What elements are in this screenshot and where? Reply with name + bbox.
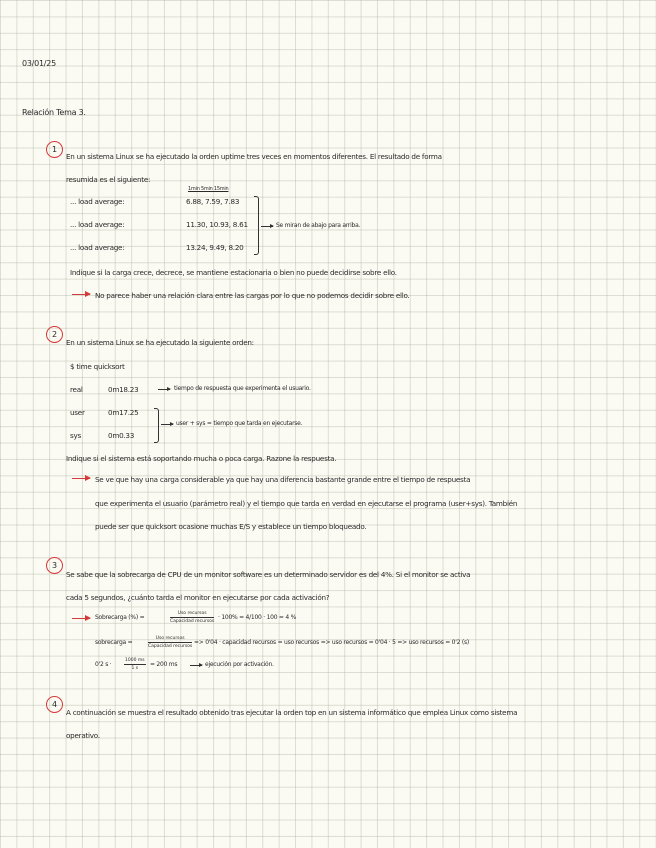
q2-number-circle: 2 [46,326,63,343]
q3-text-line1: Se sabe que la sobrecarga de CPU de un monitor software es un determinado servidor es del 4%. Si el monitor se activa [66,570,471,579]
q1-answer: No parece haber una relación clara entre las cargas por lo que no podemos decidir sobre ello. [95,291,410,300]
q2-real-label: real [70,385,83,394]
q3-f3-numerator: 1000 ms [125,658,145,663]
q4-number-circle: 4 [46,696,63,713]
q3-f3-arrow [190,665,202,666]
q4-text-line2: operativo. [66,731,100,740]
q1-answer-arrow [72,294,90,295]
q2-user-value: 0m17.25 [108,408,139,417]
q3-f3-rhs: = 200 ms [150,661,178,668]
q3-f2-numerator: Uso recursos [148,636,192,643]
page-heading: Relación Tema 3. [22,108,86,117]
q3-f3-denominator: 1 s [131,666,139,671]
q1-text-line2: resumida es el siguiente: [66,175,151,184]
q3-f2-rhs: => 0'04 · capacidad recursos = uso recursos => uso recursos = 0'04 · 5 => uso recursos = 0'2 (s) [194,639,469,646]
q1-row2-label: ... load average: [70,220,125,229]
q3-f1-numerator: Uso recursos [170,611,214,618]
q2-sys-label: sys [70,431,81,440]
q3-number-circle: 3 [46,557,63,574]
q3-text-line2: cada 5 segundos, ¿cuánto tarda el monitor en ejecutarse por cada activación? [66,593,330,602]
q1-row1-label: ... load average: [70,197,125,206]
q2-text: En un sistema Linux se ha ejecutado la siguiente orden: [66,338,254,347]
q3-formula-arrow [72,618,90,619]
q2-answer-arrow [72,478,90,479]
q2-question: Indique si el sistema está soportando mucha o poca carga. Razone la respuesta. [66,454,337,463]
q2-command: $ time quicksort [70,362,125,371]
q2-real-note: tiempo de respuesta que experimenta el usuario. [174,385,311,392]
q3-f1-fraction [170,611,214,624]
q1-question: Indique si la carga crece, decrece, se mantiene estacionaria o bien no puede decidirse sobre ello. [70,268,397,277]
q2-brace [154,408,159,443]
q1-row2-values: 11.30, 10.93, 8.61 [186,220,248,229]
q1-number-circle: 1 [46,141,63,158]
q2-real-arrow [158,389,170,390]
q2-brace-note: user + sys = tiempo que tarda en ejecutarse. [176,420,303,427]
q2-answer-line1: Se ve que hay una carga considerable ya que hay una diferencia bastante grande entre el tiempo de respuesta [95,475,471,484]
q2-sys-value: 0m0.33 [108,431,135,440]
q1-row1-values: 6.88, 7.59, 7.83 [186,197,240,206]
q3-f2-lhs: sobrecarga = [95,639,133,646]
q1-brace [254,196,259,255]
q3-f3-note: ejecución por activación. [205,661,274,668]
q3-f3-fraction [124,658,146,671]
q1-column-headers: 1min 5min 15min [188,186,229,192]
q3-f3-lhs: 0'2 s · [95,661,112,668]
date: 03/01/25 [22,59,56,68]
q1-brace-arrow [261,226,273,227]
q1-row3-values: 13.24, 9.49, 8.20 [186,243,244,252]
q3-f2-fraction [148,636,192,649]
q4-text-line1: A continuación se muestra el resultado obtenido tras ejecutar la orden top en un sistema informático que emplea Linux como sistema [66,708,518,717]
q2-answer-line2: que experimenta el usuario (parámetro real) y el tiempo que tarda en verdad en ejecutarse el programa (user+sys). También [95,499,518,508]
q1-row3-label: ... load average: [70,243,125,252]
q1-text-line1: En un sistema Linux se ha ejecutado la orden uptime tres veces en momentos diferentes. El resultado de forma [66,152,442,161]
q1-brace-note: Se miran de abajo para arriba. [276,222,361,229]
q2-real-value: 0m18.23 [108,385,139,394]
q3-f1-lhs: Sobrecarga (%) = [95,614,145,621]
q3-f2-denominator: Capacidad recursos [148,644,193,649]
q3-f1-denominator: Capacidad recursos [170,619,215,624]
q2-brace-arrow [161,424,173,425]
q3-f1-rhs: · 100% = 4/100 · 100 = 4 % [218,614,297,621]
q2-answer-line3: puede ser que quicksort ocasione muchas E/S y establece un tiempo bloqueado. [95,522,367,531]
q2-user-label: user [70,408,85,417]
